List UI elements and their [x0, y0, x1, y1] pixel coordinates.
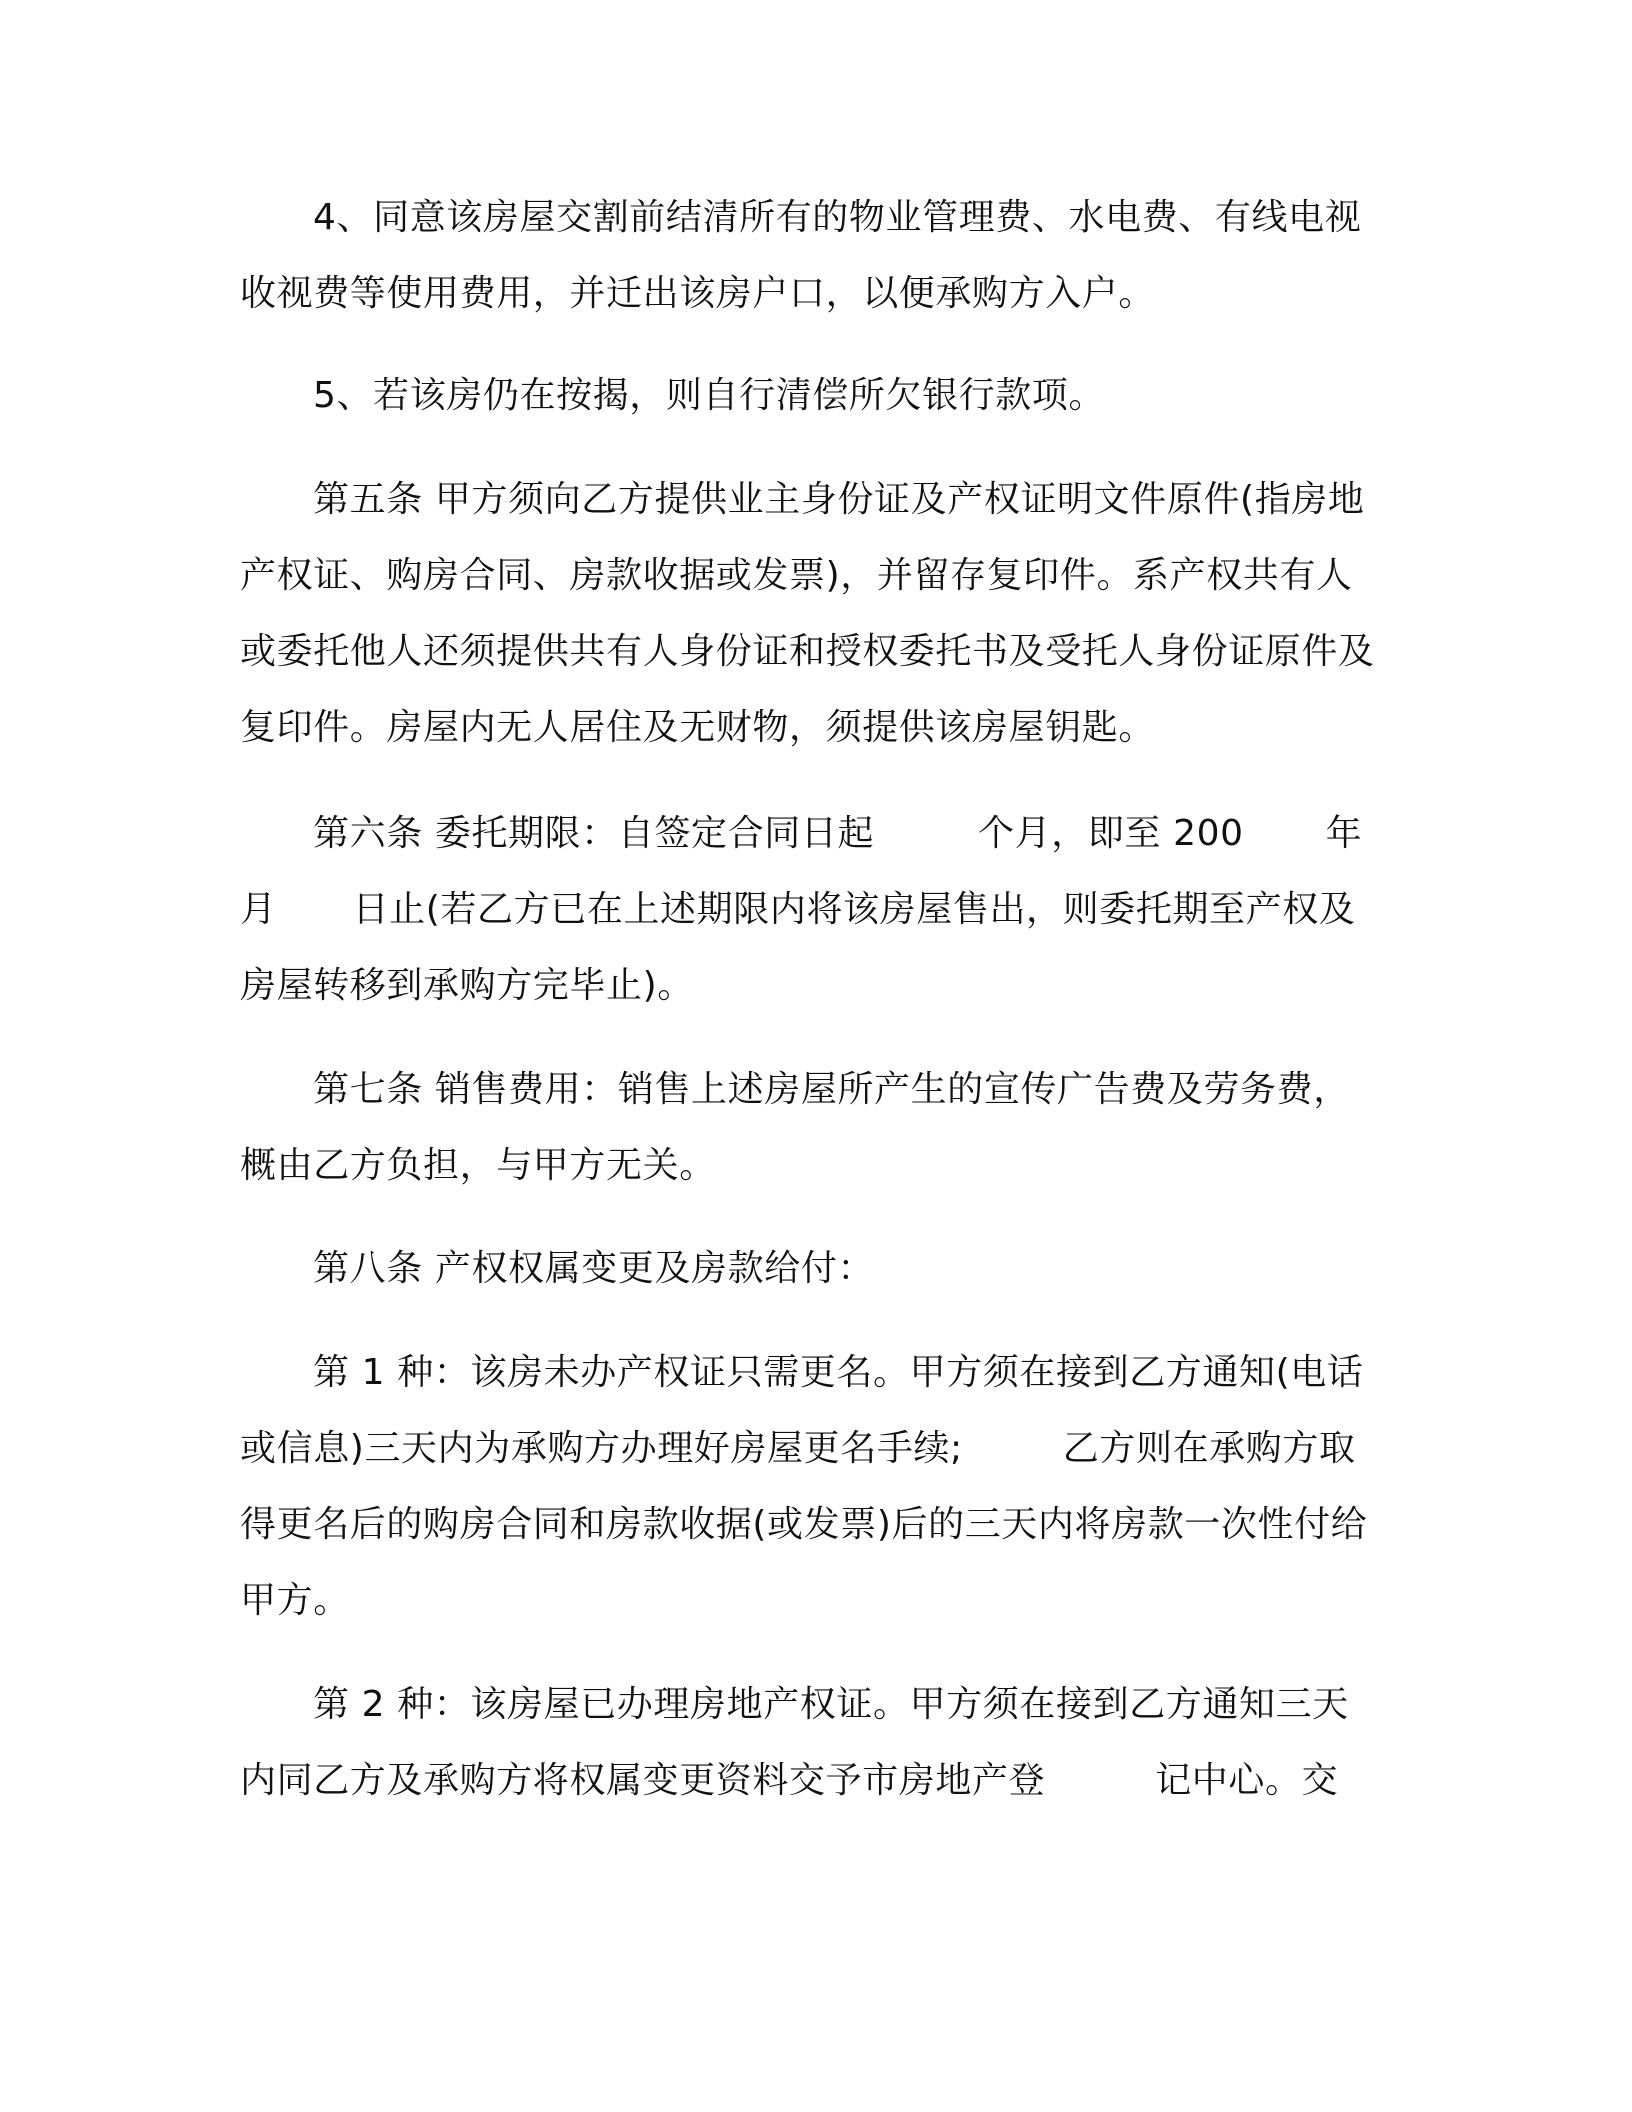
paragraph-text: 第七条 销售费用：销售上述房屋所产生的宣传广告费及劳务费，概由乙方负担，与甲方无关。: [240, 1069, 1350, 1186]
paragraph-text-part: 年: [1325, 813, 1363, 854]
paragraph-text-part: 乙方则在承购方取得更名后的购房合同和房款收据(或发票)后的三天内将房款一次性付给甲方。: [240, 1428, 1368, 1621]
paragraph-text-part: 第六条 委托期限：自签定合同日起: [313, 813, 875, 854]
paragraph-text: 5、若该房仍在按揭，则自行清偿所欠银行款项。: [313, 375, 1106, 416]
paragraph-text-part: 记中心。交: [1155, 1760, 1339, 1801]
paragraph-article-8: [240, 1231, 1385, 1307]
paragraph-text-part: 第 1 种：该房未办产权证只需更名。甲方须在接到乙方通知(电话或信息)三天内为承购方办理好房屋更名手续;: [240, 1352, 1364, 1469]
paragraph-text-part: 第 2 种：该房屋已办理房地产权证。甲方须在接到乙方通知三天内同乙方及承购方将权属变更资料交予市房地产登: [240, 1684, 1349, 1801]
paragraph-type-1: [240, 1335, 1385, 1639]
paragraph-article-7: [240, 1052, 1385, 1204]
paragraph-text: 第八条 产权权属变更及房款给付：: [313, 1248, 875, 1289]
paragraph-text: 4、同意该房屋交割前结清所有的物业管理费、水电费、有线电视收视费等使用费用，并迁出该房户口，以便承购方入户。: [240, 197, 1362, 314]
paragraph-text-part: 日止(若乙方已在上述期限内将该房屋售出，则委托期至产权及房屋转移到承购方完毕止)。: [240, 889, 1356, 1006]
paragraph-item-4: [240, 180, 1385, 332]
paragraph-article-5: [240, 462, 1385, 766]
paragraph-text: 第五条 甲方须向乙方提供业主身份证及产权证明文件原件(指房地产权证、购房合同、房款收据或发票)，并留存复印件。系产权共有人或委托他人还须提供共有人身份证和授权委托书及受托人身份证原件及复印件。房屋内无人居住及无财物，须提供该房屋钥匙。: [240, 479, 1375, 748]
paragraph-type-2: [240, 1667, 1385, 1819]
paragraph-text-part: 个月，即至 200: [978, 813, 1244, 854]
paragraph-item-5: [240, 358, 1385, 434]
paragraph-article-6: [240, 796, 1385, 1024]
paragraph-text-part: 月: [240, 889, 277, 930]
